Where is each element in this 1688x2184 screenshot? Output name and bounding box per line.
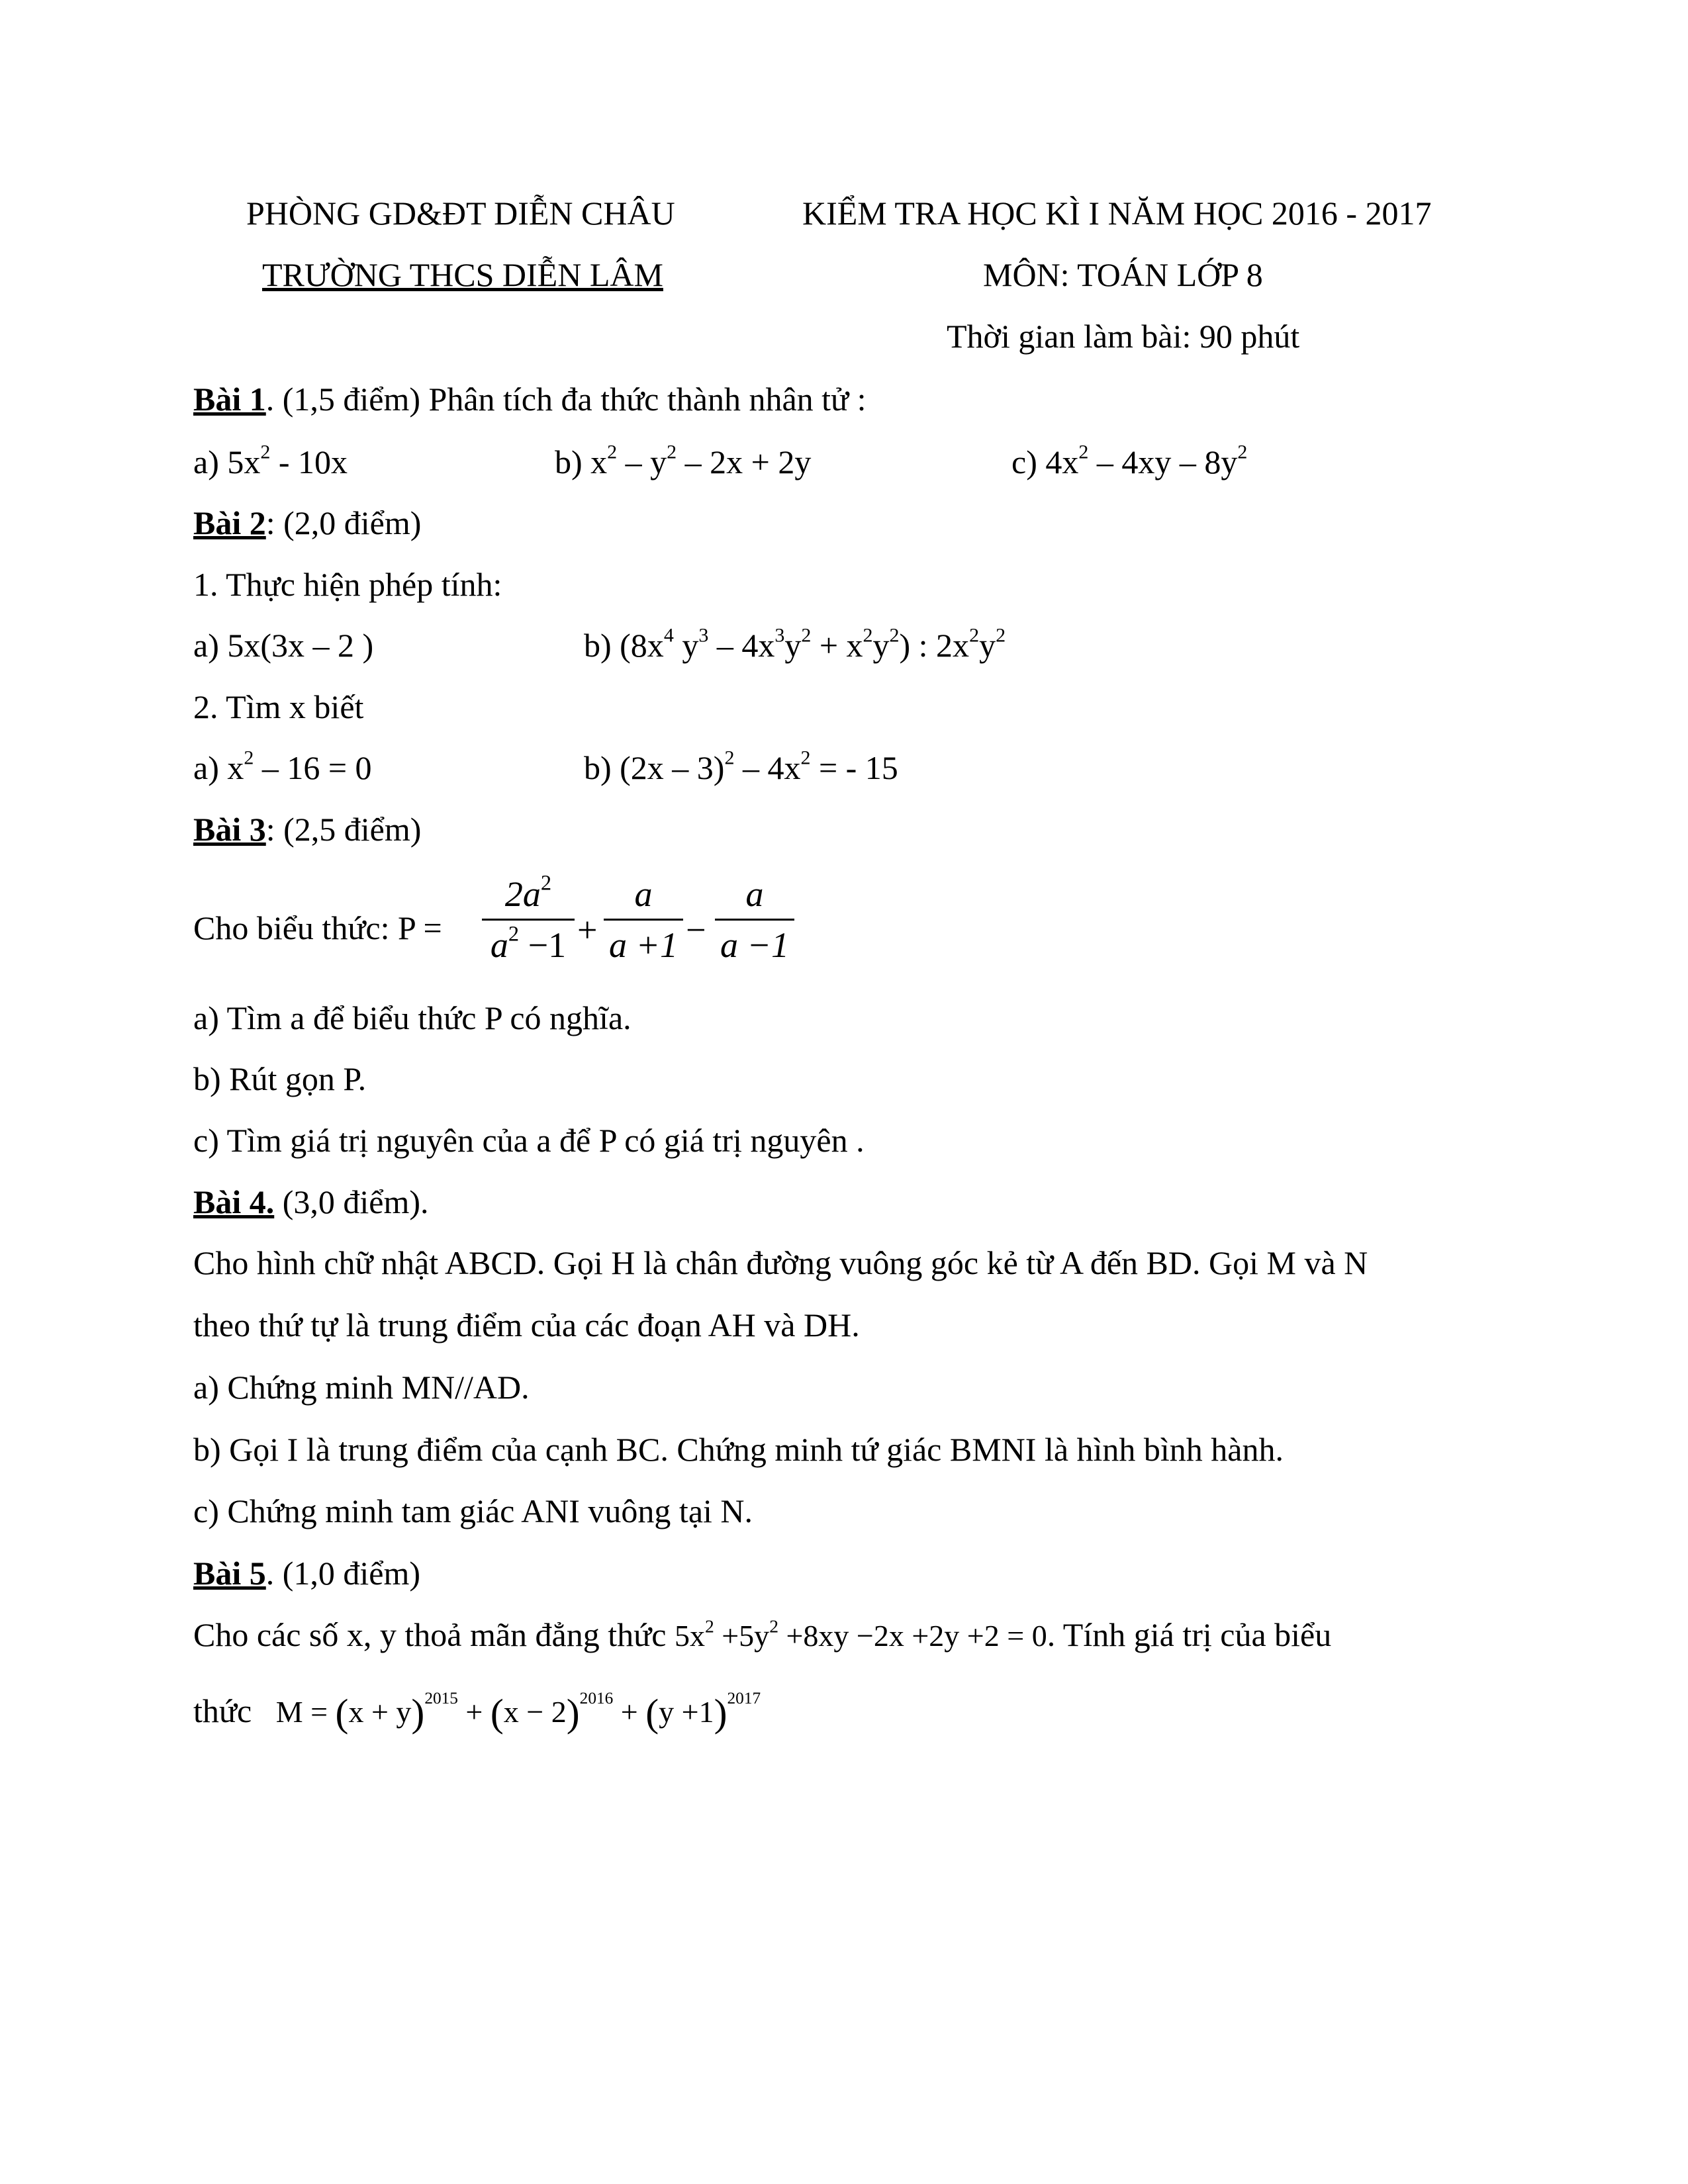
fraction-3: a a −1: [715, 872, 794, 967]
bai2-part1-a: a) 5x(3x – 2 ): [193, 627, 374, 664]
fraction-1: $2a^2$ $a^2 -1$: [482, 872, 575, 967]
bai2-part2-b: b) $(2x - 3)^2 - 4x^2$ = - 15: [584, 747, 898, 786]
bai2-part1-b: b) ($8x^4$ $y^3 - 4x^3y^2 + x^2y^2$) : $2x^2y^2$: [584, 624, 1006, 664]
bai2-title: Bài 2: [193, 504, 266, 541]
bai4-question-a: a) Chứng minh MN//AD.: [193, 1369, 530, 1406]
bai5-title: Bài 5: [193, 1555, 266, 1592]
bai3-question-c: c) Tìm giá trị nguyên của a để P có giá trị nguyên .: [193, 1122, 865, 1159]
bai4-title: Bài 4.: [193, 1183, 275, 1220]
bai2-part2-a: a) $x^2 - 16 = 0$: [193, 747, 372, 786]
bai2-heading: Bài 2: (2,0 điểm): [193, 504, 422, 541]
exam-title: KIỂM TRA HỌC KÌ I NĂM HỌC 2016 - 2017: [802, 195, 1432, 232]
school-name: TRƯỜNG THCS DIỄN LÂM: [262, 256, 663, 293]
bai3-title: Bài 3: [193, 811, 266, 848]
bai3-heading: Bài 3: (2,5 điểm): [193, 811, 422, 848]
bai4-question-c: c) Chứng minh tam giác ANI vuông tại N.: [193, 1492, 753, 1529]
bai3-question-a: a) Tìm a để biểu thức P có nghĩa.: [193, 999, 632, 1036]
bai2-part1: 1. Thực hiện phép tính:: [193, 566, 502, 603]
bai4-question-b: b) Gọi I là trung điểm của cạnh BC. Chứng minh tứ giác BMNI là hình bình hành.: [193, 1431, 1284, 1468]
bai5-heading: Bài 5. (1,0 điểm): [193, 1555, 421, 1592]
bai4-heading: Bài 4. (3,0 điểm).: [193, 1183, 429, 1220]
bai5-text-line2: thức $M = (x + y)^{2015} + (x - 2)^{2016} + (y +1)^{2017}$: [193, 1689, 761, 1735]
plus-sign: +: [577, 910, 598, 950]
bai1-heading: Bài 1. (1,5 điểm) Phân tích đa thức thành nhân tử :: [193, 381, 867, 418]
bai1-title: Bài 1: [193, 381, 266, 418]
minus-sign: −: [686, 910, 706, 950]
bai1-item-a: a) $5x^2 - 10x$: [193, 441, 348, 480]
bai3-expression-label: Cho biểu thức: P =: [193, 909, 442, 946]
bai1-item-c: c) $4x^2 - 4xy - 8y^2$: [1011, 441, 1248, 480]
bai3-question-b: b) Rút gọn P.: [193, 1060, 367, 1097]
time-limit: Thời gian làm bài: 90 phút: [947, 318, 1300, 355]
fraction-2: a a +1: [604, 872, 683, 967]
bai5-text-line1: Cho các số x, y thoả mãn đẳng thức $5x^2 +5y^2 +8xy -2x +2y +2 = 0$. Tính giá trị của biểu: [193, 1615, 1332, 1653]
bai4-text-line1: Cho hình chữ nhật ABCD. Gọi H là chân đường vuông góc kẻ từ A đến BD. Gọi M và N: [193, 1244, 1368, 1281]
subject-title: MÔN: TOÁN LỚP 8: [983, 256, 1263, 293]
bai4-text-line2: theo thứ tự là trung điểm của các đoạn AH và DH.: [193, 1306, 860, 1343]
department-name: PHÒNG GD&ĐT DIỄN CHÂU: [246, 195, 675, 232]
bai1-item-b: b) $x^2 - y^2 - 2x + 2y$: [555, 441, 812, 480]
bai2-part2: 2. Tìm x biết: [193, 688, 364, 725]
